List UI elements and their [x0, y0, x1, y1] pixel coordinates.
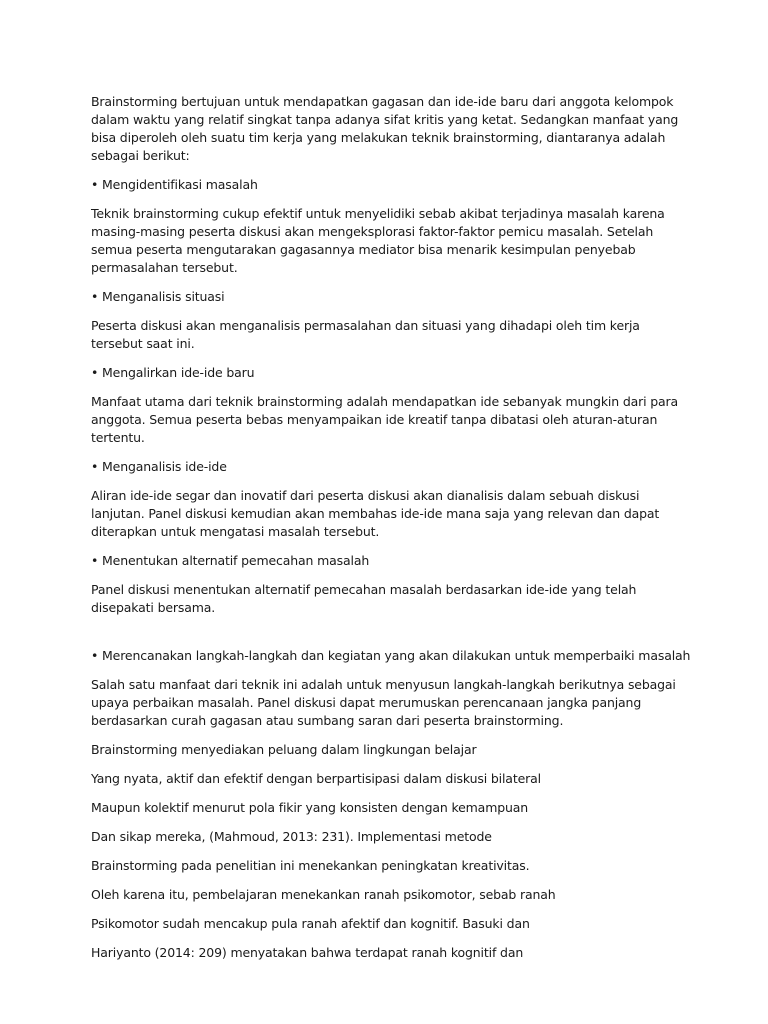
paragraph-flow-new-ideas: Manfaat utama dari teknik brainstorming adalah mendapatkan ide sebanyak mungkin dari para anggota. Semua peserta bebas menyampaikan ide kreatif tanpa dibatasi oleh aturan-aturan tertentu.: [91, 394, 679, 445]
paragraph-determine-alternatives: Panel diskusi menentukan alternatif pemecahan masalah berdasarkan ide-ide yang telah disepakati bersama.: [91, 582, 637, 615]
paragraph-analyze-situation: Peserta diskusi akan menganalisis permasalahan dan situasi yang dihadapi oleh tim kerja tersebut saat ini.: [91, 318, 640, 351]
text-line: Hariyanto (2014: 209) menyatakan bahwa terdapat ranah kognitif dan: [91, 945, 524, 960]
text-line: Yang nyata, aktif dan efektif dengan berpartisipasi dalam diskusi bilateral: [91, 771, 541, 786]
intro-paragraph: Brainstorming bertujuan untuk mendapatkan gagasan dan ide-ide baru dari anggota kelompok dalam waktu yang relatif singkat tanpa adanya sifat kritis yang ketat. Sedangkan manfaat yang bisa diperoleh oleh suatu tim kerja yang melakukan teknik brainstorming, diantaranya adalah sebagai berikut:: [91, 94, 679, 163]
paragraph-plan-steps: Salah satu manfaat dari teknik ini adalah untuk menyusun langkah-langkah berikutnya sebagai upaya perbaikan masalah. Panel diskusi dapat merumuskan perencanaan jangka panjang berdasarkan curah gagasan atau sumbang saran dari peserta brainstorming.: [91, 677, 676, 728]
text-line: Psikomotor sudah mencakup pula ranah afektif dan kognitif. Basuki dan: [91, 916, 530, 931]
bullet-flow-new-ideas: • Mengalirkan ide-ide baru: [91, 365, 255, 380]
paragraph-analyze-ideas: Aliran ide-ide segar dan inovatif dari peserta diskusi akan dianalisis dalam sebuah diskusi lanjutan. Panel diskusi kemudian akan membahas ide-ide mana saja yang relevan dan dapat diterapkan untuk mengatasi masalah tersebut.: [91, 488, 660, 539]
text-line: Oleh karena itu, pembelajaran menekankan ranah psikomotor, sebab ranah: [91, 887, 556, 902]
bullet-identify-problem: • Mengidentifikasi masalah: [91, 177, 258, 192]
text-line: Maupun kolektif menurut pola fikir yang konsisten dengan kemampuan: [91, 800, 529, 815]
paragraph-identify-problem: Teknik brainstorming cukup efektif untuk menyelidiki sebab akibat terjadinya masalah karena masing-masing peserta diskusi akan mengeksplorasi faktor-faktor pemicu masalah. Setelah semua peserta mengutarakan gagasannya mediator bisa menarik kesimpulan penyebab permasalahan tersebut.: [91, 206, 665, 275]
bullet-plan-steps: • Merencanakan langkah-langkah dan kegiatan yang akan dilakukan untuk memperbaiki masalah: [91, 648, 691, 663]
text-line: Brainstorming menyediakan peluang dalam lingkungan belajar: [91, 742, 477, 757]
document-body: [91, 93, 691, 973]
text-line: Dan sikap mereka, (Mahmoud, 2013: 231). Implementasi metode: [91, 829, 492, 844]
text-line: Brainstorming pada penelitian ini menekankan peningkatan kreativitas.: [91, 858, 530, 873]
bullet-determine-alternatives: • Menentukan alternatif pemecahan masalah: [91, 553, 370, 568]
bullet-analyze-ideas: • Menganalisis ide-ide: [91, 459, 227, 474]
bullet-analyze-situation: • Menganalisis situasi: [91, 289, 225, 304]
